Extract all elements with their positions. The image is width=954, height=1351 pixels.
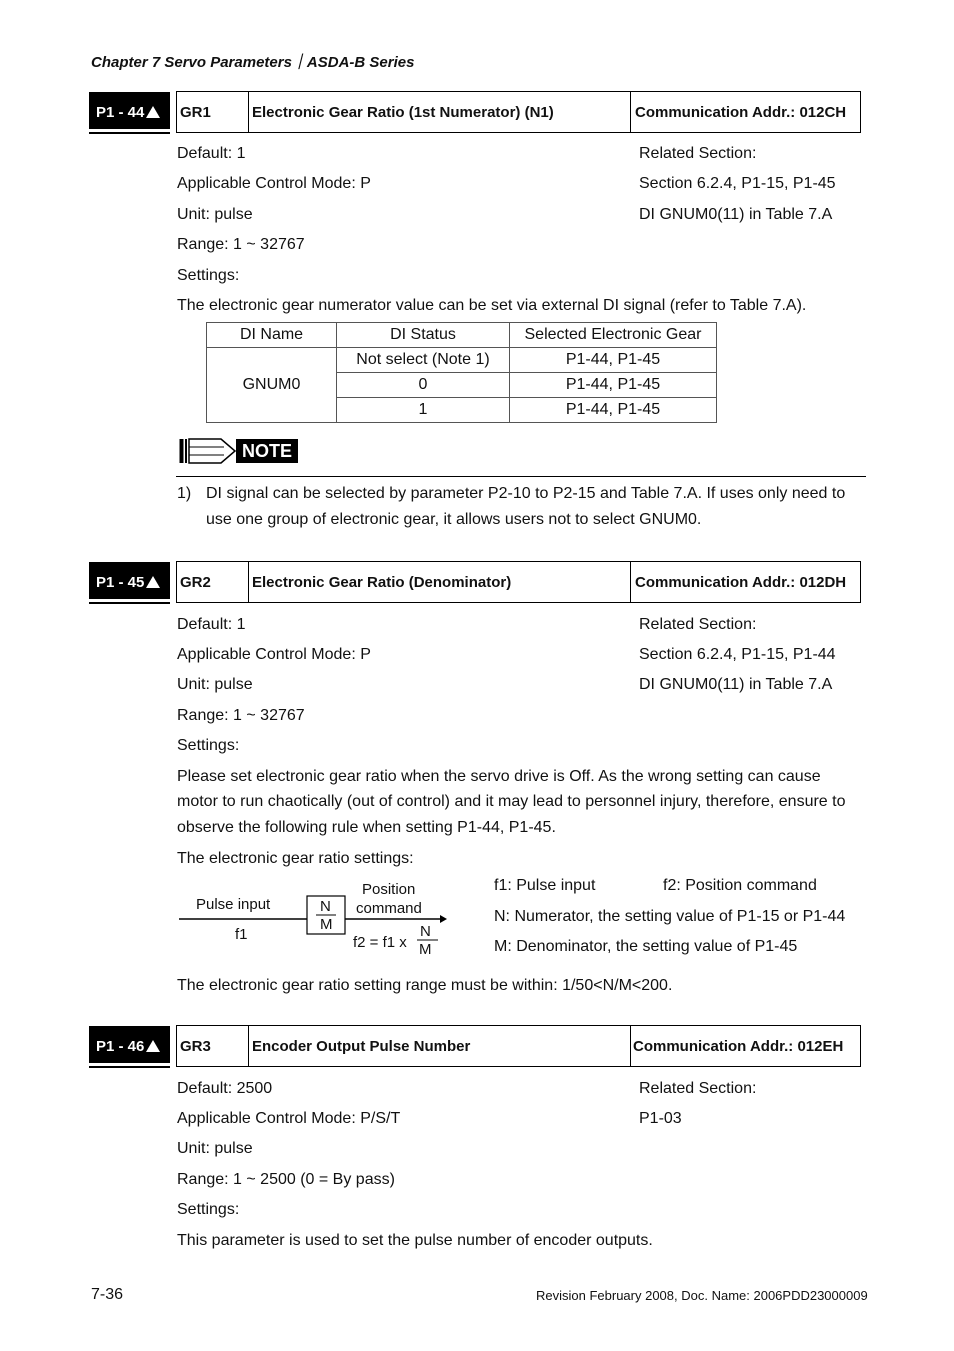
param-addr: Communication Addr.: 012EH <box>633 1038 844 1055</box>
param-header-p1-45 <box>176 561 861 603</box>
related-section-2: DI GNUM0(11) in Table 7.A <box>639 676 833 693</box>
param-badge-p1-45 <box>89 562 170 602</box>
header-di-name: DI Name <box>207 323 337 348</box>
note-number: 1) <box>177 485 192 502</box>
range: Range: 1 ~ 32767 <box>177 707 305 724</box>
table-row <box>207 348 717 373</box>
f1-label: f1 <box>235 926 248 943</box>
note-text-line-2: use one group of electronic gear, it allows users not to select GNUM0. <box>206 511 702 528</box>
control-mode: Applicable Control Mode: P <box>177 175 371 192</box>
related-section-2: DI GNUM0(11) in Table 7.A <box>639 206 833 223</box>
description-line-3: observe the following rule when setting P1-44, P1-45. <box>177 819 556 836</box>
gear-ratio-diagram <box>176 878 466 960</box>
unit: Unit: pulse <box>177 206 253 223</box>
settings-label: Settings: <box>177 737 240 754</box>
pulse-input-label: Pulse input <box>196 896 271 913</box>
param-badge-p1-44 <box>89 92 170 132</box>
command-label: command <box>356 900 422 917</box>
control-mode: Applicable Control Mode: P/S/T <box>177 1110 401 1127</box>
ratio-title: The electronic gear ratio settings: <box>177 850 414 867</box>
default-value: Default: 1 <box>177 616 246 633</box>
formula-n: N <box>420 923 431 940</box>
param-code: GR2 <box>177 562 249 602</box>
legend-f2: f2: Position command <box>663 877 817 894</box>
param-id: P1 - 44 <box>96 104 145 121</box>
default-value: Default: 2500 <box>177 1080 273 1097</box>
related-section-1: Section 6.2.4, P1-15, P1-45 <box>639 175 836 192</box>
unit: Unit: pulse <box>177 676 253 693</box>
description: This parameter is used to set the pulse number of encoder outputs. <box>177 1232 653 1249</box>
param-code: GR1 <box>177 92 249 132</box>
triangle-icon <box>146 576 160 588</box>
revision-info: Revision February 2008, Doc. Name: 2006PDD23000009 <box>536 1288 868 1303</box>
formula-m: M <box>419 941 432 958</box>
description-line-1: Please set electronic gear ratio when the servo drive is Off. As the wrong setting can cause <box>177 768 821 785</box>
legend-m: M: Denominator, the setting value of P1-45 <box>494 938 798 955</box>
header-di-status: DI Status <box>337 323 510 348</box>
f2-formula: f2 = f1 x <box>353 934 407 951</box>
di-table <box>206 322 717 423</box>
legend-f1: f1: Pulse input <box>494 877 596 894</box>
settings-label: Settings: <box>177 1201 240 1218</box>
n-label: N <box>320 898 331 915</box>
default-value: Default: 1 <box>177 145 246 162</box>
legend-n: N: Numerator, the setting value of P1-15 or P1-44 <box>494 908 846 925</box>
status-cell: 1 <box>337 398 510 423</box>
page-number: 7-36 <box>91 1286 124 1303</box>
header-selected-gear: Selected Electronic Gear <box>510 323 717 348</box>
gear-cell: P1-44, P1-45 <box>510 348 717 373</box>
range: Range: 1 ~ 32767 <box>177 236 305 253</box>
param-name: Electronic Gear Ratio (1st Numerator) (N1) <box>249 92 631 132</box>
note-label: NOTE <box>236 439 298 463</box>
range: Range: 1 ~ 2500 (0 = By pass) <box>177 1171 395 1188</box>
control-mode: Applicable Control Mode: P <box>177 646 371 663</box>
triangle-icon <box>146 1040 160 1052</box>
param-id: P1 - 46 <box>96 1038 145 1055</box>
table-header-row <box>207 323 717 348</box>
position-label: Position <box>362 881 416 898</box>
description: The electronic gear numerator value can be set via external DI signal (refer to Table 7.A). <box>177 297 807 314</box>
note-text-line-1: DI signal can be selected by parameter P2-10 to P2-15 and Table 7.A. If uses only need to <box>206 485 846 502</box>
unit: Unit: pulse <box>177 1140 253 1157</box>
settings-label: Settings: <box>177 267 240 284</box>
param-code: GR3 <box>177 1026 249 1066</box>
param-header-p1-46 <box>176 1025 861 1067</box>
di-name-cell: GNUM0 <box>207 348 337 423</box>
gear-cell: P1-44, P1-45 <box>510 373 717 398</box>
note-divider <box>176 476 866 477</box>
status-cell: Not select (Note 1) <box>337 348 510 373</box>
related-section-1: P1-03 <box>639 1110 682 1127</box>
param-id: P1 - 45 <box>96 574 145 591</box>
gear-cell: P1-44, P1-45 <box>510 398 717 423</box>
param-addr: Communication Addr.: 012CH <box>635 104 847 121</box>
description-line-2: motor to run chaotically (out of control) and it may lead to personnel injury, therefore, ensure to <box>177 793 846 810</box>
related-title: Related Section: <box>639 1080 757 1097</box>
param-header-p1-44 <box>176 91 861 133</box>
m-label: M <box>320 916 333 933</box>
range-rule: The electronic gear ratio setting range must be within: 1/50<N/M<200. <box>177 977 673 994</box>
status-cell: 0 <box>337 373 510 398</box>
pencil-icon <box>179 438 239 464</box>
note-badge <box>179 438 299 464</box>
chapter-header: Chapter 7 Servo Parameters｜ASDA-B Series <box>91 54 415 71</box>
related-title: Related Section: <box>639 145 757 162</box>
related-section-1: Section 6.2.4, P1-15, P1-44 <box>639 646 836 663</box>
param-badge-p1-46 <box>89 1026 170 1066</box>
triangle-icon <box>146 106 160 118</box>
param-name: Electronic Gear Ratio (Denominator) <box>249 562 631 602</box>
param-addr: Communication Addr.: 012DH <box>635 574 847 591</box>
related-title: Related Section: <box>639 616 757 633</box>
param-name: Encoder Output Pulse Number <box>249 1026 631 1066</box>
